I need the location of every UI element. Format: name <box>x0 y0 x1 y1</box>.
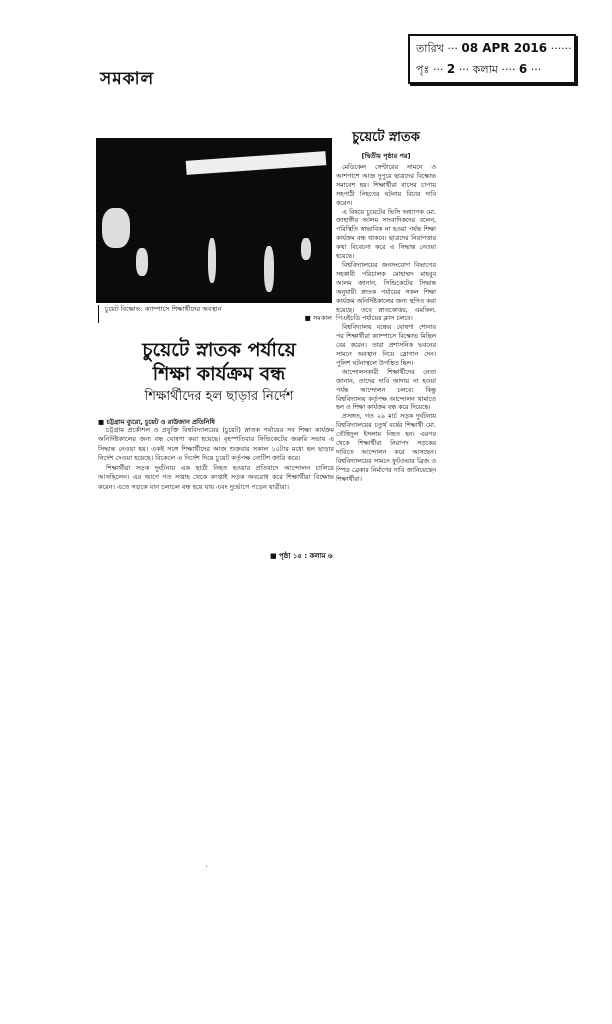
photo-figure <box>264 246 274 292</box>
article-paragraph: চট্টগ্রাম প্রকৌশল ও প্রযুক্তি বিশ্ববিদ্যালয়ের (চুয়েট) স্নাতক পর্যায়ের সব শিক্ষা কার্যক্রম অনির্দিষ্টকালের জন্য বন্ধ ঘোষণা করা হয়েছে। বৃহস্পতিবার সিন্ডিকেটের জরুরি সভায় এ সিদ্ধান্ত নেওয়া হয়। একই সঙ্গে শিক্ষার্থীদের আজ শুক্রবার সকাল ১০টার মধ্যে হল ছাড়ার নির্দেশ দেওয়া হয়েছে। বিকেলে এ নির্দেশ দিয়ে চুয়েট কর্তৃপক্ষ নোটিশ জারি করে। <box>98 426 334 462</box>
continued-marker: ■ পৃষ্ঠা ১৫ : কলাম ৬ <box>270 552 333 560</box>
photo-figure <box>301 238 311 260</box>
article-dateline: ■ চট্টগ্রাম ব্যুরো, চুয়েট ও রাউজান প্রতিনিধি <box>98 418 215 426</box>
article-headline <box>104 338 334 406</box>
stamp-page-row: পৃঃ ··· 2 ··· কলাম ···· 6 ··· <box>416 62 542 76</box>
stamp-column-value: 6 <box>518 62 528 76</box>
continuation-paragraph: বিশ্ববিদ্যালয়ের জনসংযোগ বিভাগের সহকারী পরিচালক মোহাম্মদ মাহবুব আলম জানান, সিন্ডিকেটের সিদ্ধান্ত অনুযায়ী স্নাতক পর্যায়ের সকল শিক্ষা কার্যক্রম অনির্দিষ্টকালের জন্য স্থগিত করা হয়েছে। তবে স্নাতকোত্তর, এমফিল, পিএইচডি পর্যায়ের ক্লাস চলবে। <box>336 261 436 323</box>
continuation-column <box>336 128 436 485</box>
photo-credit: ■ সমকাল <box>304 314 332 322</box>
headline-line-2: শিক্ষা কার্যক্রম বন্ধ <box>152 363 286 385</box>
photo-highlight <box>186 151 327 175</box>
continuation-paragraph: আন্দোলনকারী শিক্ষার্থীদের নেতা জানান, তাদের দাবি আদায় না হওয়া পর্যন্ত আন্দোলন চলবে। কিন্তু বিশ্ববিদ্যালয় কর্তৃপক্ষ আন্দোলন থামাতে হল ও শিক্ষা কার্যক্রম বন্ধ করে দিয়েছে। <box>336 368 436 412</box>
article-paragraph: শিক্ষার্থীরা সড়ক দুর্ঘটনায় এক ছাত্রী নিহত হওয়ার প্রতিবাদে আন্দোলন চালিয়ে আসছিলেন। এর আগে গত সপ্তাহ থেকে কাপ্তাই সড়ক অবরোধ করে শিক্ষার্থীরা বিক্ষোভ করেন। এতে সড়কে যান চলাচল বন্ধ হয়ে যায় এবং দুর্ভোগে পড়েন যাত্রীরা। <box>98 464 334 491</box>
continuation-paragraph: বিশ্ববিদ্যালয় বন্ধের ঘোষণা শোনার পর শিক্ষার্থীরা ক্যাম্পাসে বিক্ষোভ মিছিল বের করেন। তারা প্রশাসনিক ভবনের সামনে অবস্থান নিয়ে স্লোগান দেন। পুলিশ ঘটনাস্থলে উপস্থিত ছিল। <box>336 324 436 367</box>
photo-caption <box>98 305 332 323</box>
article-subhead: শিক্ষার্থীদের হল ছাড়ার নির্দেশ <box>144 389 294 404</box>
photo-figure <box>136 248 148 276</box>
photo-figure <box>102 208 130 248</box>
page-mark: ' <box>206 865 208 872</box>
stamp-page-label: পৃঃ <box>416 63 430 76</box>
photo-caption-text: চুয়েট বিক্ষোভ: ক্যাম্পাসে শিক্ষার্থীদের অবস্থান <box>105 305 222 313</box>
stamp-page-value: 2 <box>446 62 456 76</box>
newspaper-masthead: সমকাল <box>100 69 155 89</box>
continuation-body <box>336 164 436 485</box>
photo-figure <box>208 238 216 283</box>
continuation-paragraph: প্রসঙ্গত, গত ২৯ মার্চ সড়ক দুর্ঘটনায় বিশ্ববিদ্যালয়ের চতুর্থ বর্ষের শিক্ষার্থী মো. তৌহিদুল ইসলাম নিহত হন। এরপর থেকে শিক্ষার্থীরা নিরাপদ সড়কের দাবিতে আন্দোলন করে আসছেন। বিশ্ববিদ্যালয়ের সামনে ফুটওভার ব্রিজ ও স্পিড ব্রেকার নির্মাণের দাবি জানিয়েছেন শিক্ষার্থীরা। <box>336 413 436 483</box>
continuation-paragraph: এ বিষয়ে চুয়েটের ভিসি অধ্যাপক মো. জাহাঙ্গীর আলম সাংবাদিকদের বলেন, পরিস্থিতি স্বাভাবিক না হওয়া পর্যন্ত শিক্ষা কার্যক্রম বন্ধ থাকবে। ছাত্রদের নিরাপত্তার কথা বিবেচনা করে এ সিদ্ধান্ত নেওয়া হয়েছে। <box>336 208 436 261</box>
clipping-stamp <box>408 34 576 84</box>
stamp-column-label: কলাম <box>472 63 498 76</box>
continuation-paragraph: মেডিকেল সেন্টারের সামনে ও আশপাশে আজ দুপুরে ছাত্রদের বিক্ষোভ সমাবেশ হয়। শিক্ষার্থীরা বাসের চাপায় সহপাঠী নিহতের ঘটনায় বিচার দাবি করেন। <box>336 164 436 207</box>
continuation-title: চুয়েটে স্নাতক <box>352 130 420 145</box>
continuation-from: [দ্বিতীয় পৃষ্ঠার পর] <box>361 152 411 160</box>
article-body <box>98 426 334 493</box>
news-photo <box>96 138 332 303</box>
stamp-date-value: 08 APR 2016 <box>461 41 548 55</box>
stamp-date-label: তারিখ <box>416 42 444 55</box>
headline-line-1: চুয়েটে স্নাতক পর্যায়ে <box>142 339 296 361</box>
stamp-date-row: তারিখ ··· 08 APR 2016 ······ <box>416 41 572 55</box>
